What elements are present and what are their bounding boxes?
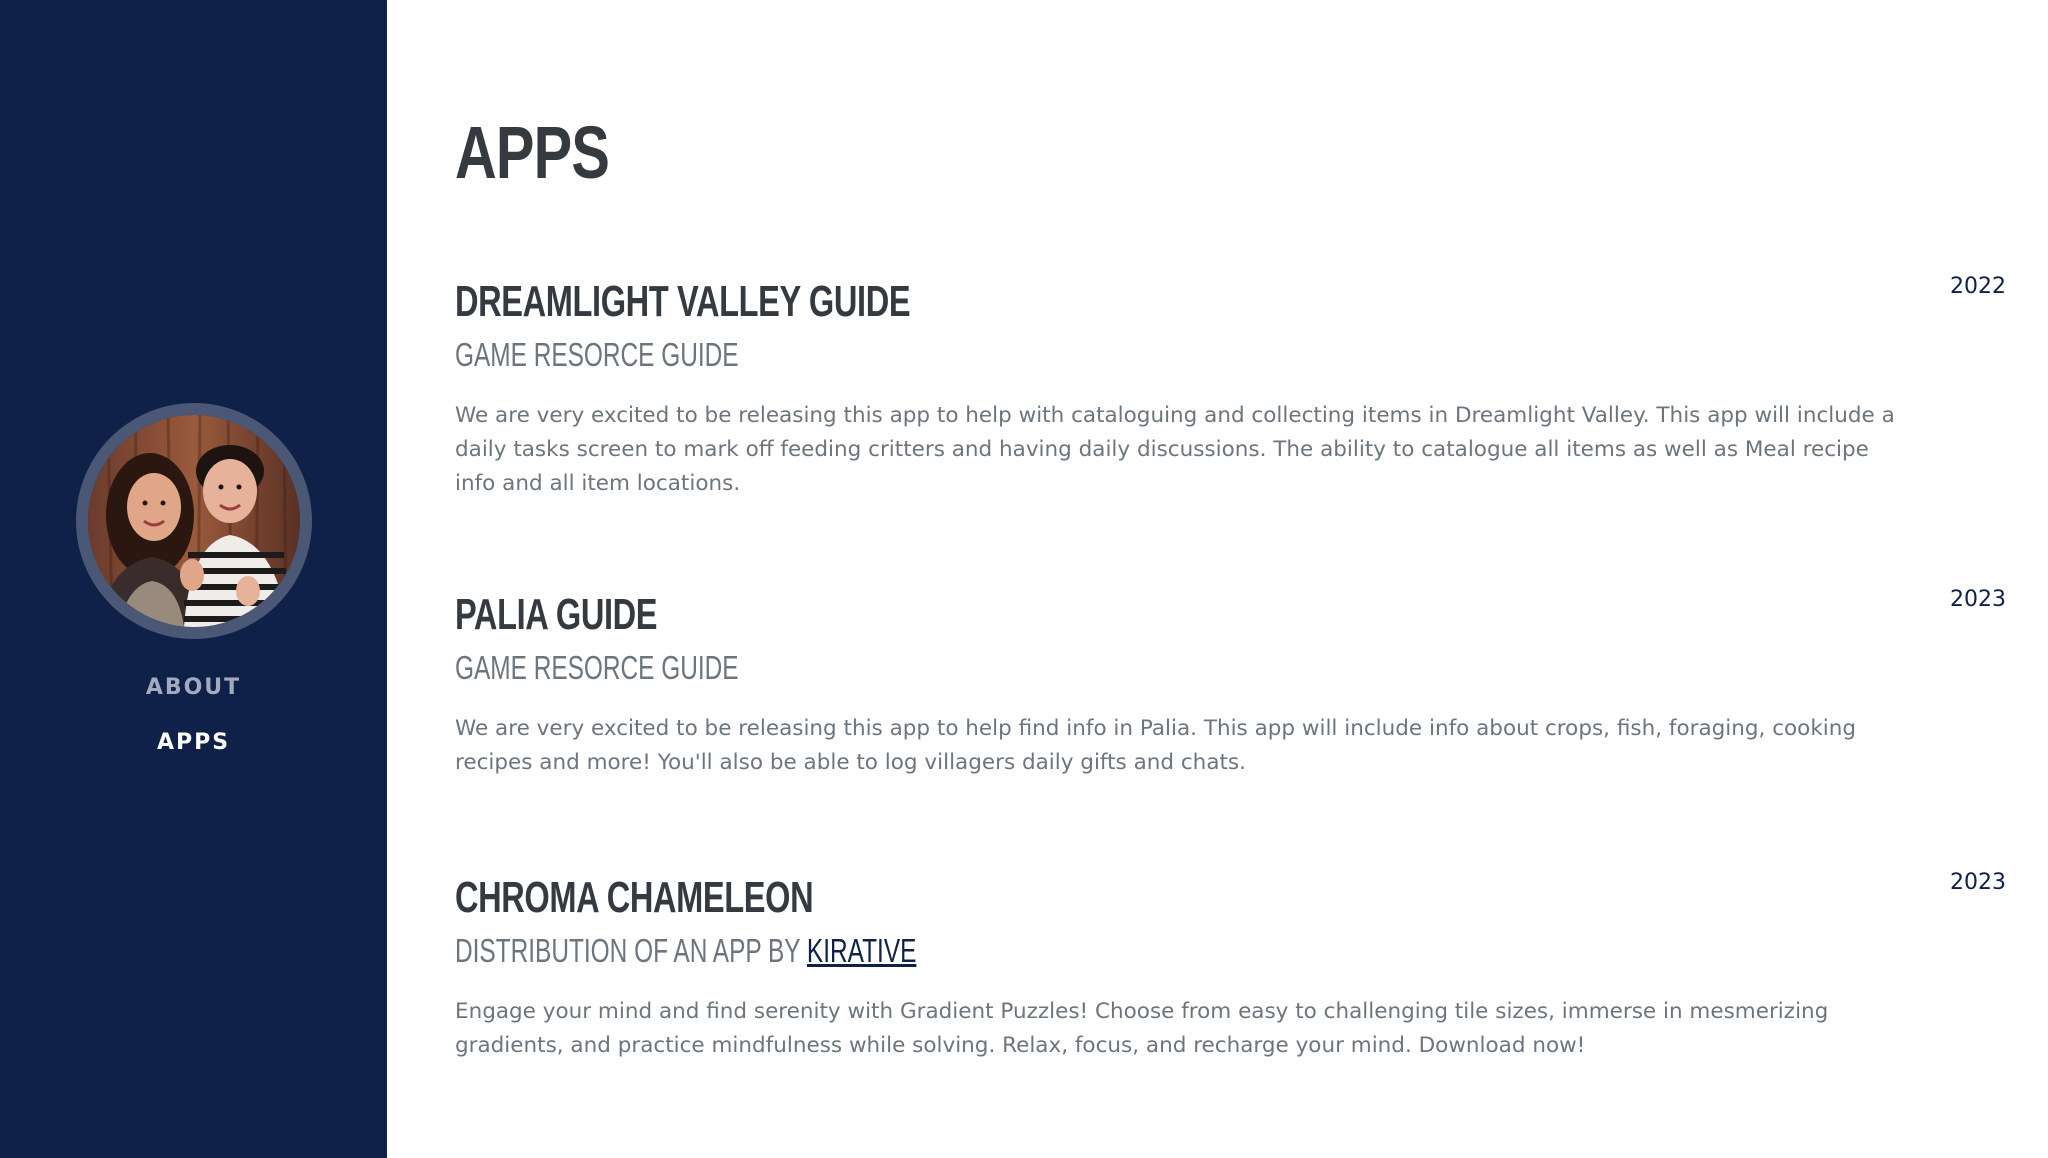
page-title: APPS [455,111,610,194]
app-name: CHROMA CHAMELEON [455,873,814,922]
app-subtitle: GAME RESORCE GUIDE [455,649,739,686]
app-name: PALIA GUIDE [455,590,658,639]
app-year: 2023 [1950,587,2006,612]
app-subtitle: GAME RESORCE GUIDE [455,336,739,373]
main-content [387,0,2048,1158]
app-subtitle-prefix: DISTRIBUTION OF AN APP BY [455,932,807,969]
avatar [76,403,312,639]
app-description: We are very excited to be releasing this app to help with cataloguing and collecting items in Dreamlight Valley. This app will include a daily tasks screen to mark off feeding critters and having daily discussions. The ability to catalogue all items as well as Meal recipe info and all item locations. [455,403,1895,496]
nav-item-apps[interactable]: APPS [156,730,231,755]
sidebar [0,0,387,1158]
app-entry [455,587,2006,780]
sidebar-nav [146,675,241,755]
app-year: 2022 [1950,274,2006,299]
nav-item-about[interactable]: ABOUT [145,675,242,700]
app-year: 2023 [1950,870,2006,895]
app-entry [455,870,2006,1063]
app-name: DREAMLIGHT VALLEY GUIDE [455,277,911,326]
kirative-link[interactable]: KIRATIVE [806,932,917,969]
app-description: Engage your mind and find serenity with Gradient Puzzles! Choose from easy to challenging tile sizes, immerse in mesmerizing gradients, and practice mindfulness while solving. Relax, focus, and recharge your mind. Download now! [455,999,1829,1058]
app-description: We are very excited to be releasing this app to help find info in Palia. This app will include info about crops, fish, foraging, cooking recipes and more! You'll also be able to log villagers daily gifts and chats. [455,716,1857,775]
app-subtitle [455,934,1536,967]
app-entry [455,274,2006,501]
avatar-photo [88,415,300,627]
